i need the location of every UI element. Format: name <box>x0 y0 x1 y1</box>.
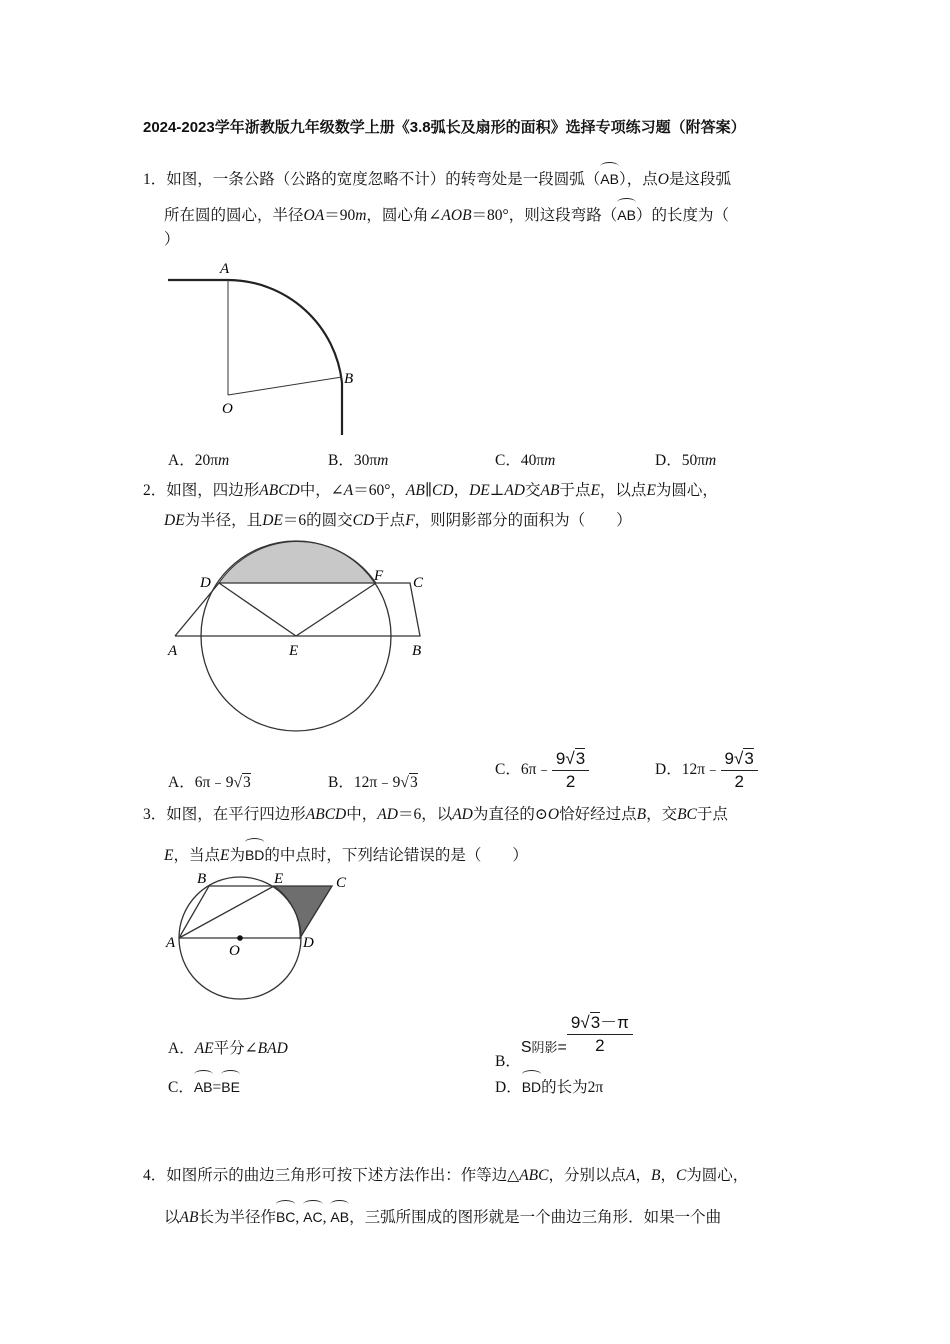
option-value: 12π﹣ <box>681 761 721 779</box>
q3-option-c[interactable] <box>168 1070 240 1099</box>
q1-line-2 <box>164 198 729 227</box>
var-ABCD: ABCD <box>259 482 300 499</box>
label-O: O <box>222 401 233 417</box>
var-AB: AB <box>179 1209 199 1226</box>
var-O: O <box>547 806 560 823</box>
option-unit: m <box>544 452 556 469</box>
q1-text: 所在圆的圆心，半径 <box>164 207 304 224</box>
q2-text: 如图，四边形 <box>166 482 260 499</box>
label-C: C <box>413 575 424 591</box>
q2-text: ， <box>453 482 470 499</box>
separator: , <box>295 1209 300 1226</box>
q2-option-d[interactable] <box>655 748 758 793</box>
q3-text: ，交 <box>646 806 678 823</box>
frac-denominator: 2 <box>595 1036 605 1055</box>
option-value: 6π﹣ <box>520 761 552 779</box>
q2-figure <box>160 535 450 740</box>
var-AB-CD: AB∥CD <box>405 482 454 499</box>
fraction: $\frac{9√3}{2}$ <box>552 748 589 793</box>
frac-minus-pi: －π <box>600 1013 629 1032</box>
var-E: E <box>646 482 656 499</box>
q2-text: ＝60°， <box>353 482 406 499</box>
var-AD: AD <box>452 806 473 823</box>
arc-AC: AC <box>303 1200 322 1228</box>
q3-line-2 <box>164 838 528 867</box>
q2-text: 于点 <box>559 482 591 499</box>
q1-text: ＝80°，则这段弯路（ <box>471 207 618 224</box>
q2-text: ，则阴影部分的面积为（ ） <box>414 512 632 529</box>
equals: = <box>557 1039 567 1057</box>
var-CD: CD <box>352 512 375 529</box>
var-AD: AD <box>377 806 398 823</box>
q1-text: ）的长度为（ <box>635 207 729 224</box>
option-unit: m <box>218 452 230 469</box>
option-unit: m <box>377 452 389 469</box>
equals: = <box>212 1079 222 1096</box>
q1-line-1 <box>143 162 731 191</box>
frac-numerator: 9 <box>724 749 734 768</box>
q4-line-2 <box>164 1200 721 1229</box>
q1-figure <box>160 255 360 440</box>
arc-BD: BD <box>522 1070 541 1098</box>
q2-line-2 <box>164 510 632 532</box>
q4-text: ，三弧所围成的图形就是一个曲边三角形．如果一个曲 <box>349 1209 722 1226</box>
var-B: B <box>636 806 647 823</box>
q2-text: 为圆心， <box>655 482 718 499</box>
label-B: B <box>412 643 422 659</box>
var-E: E <box>164 847 174 864</box>
arc-BC: BC <box>276 1200 295 1228</box>
q3-line-1 <box>143 804 728 826</box>
frac-coefficient: 9 <box>570 1013 581 1032</box>
q1-option-a[interactable] <box>168 450 229 472</box>
label-D: D <box>303 935 314 951</box>
label-A: A <box>168 643 178 659</box>
subscript-shaded: 阴影 <box>531 1040 558 1056</box>
q1-option-c[interactable] <box>495 450 555 472</box>
label-B: B <box>344 371 354 387</box>
frac-numerator: 9 <box>555 749 566 768</box>
var-AB: AB <box>540 482 560 499</box>
q1-text: 如图，一条公路（公路的宽度忽略不计）的转弯处是一段圆弧（ <box>166 171 601 188</box>
fraction: $\frac{9√3-\pi}{2}$ <box>567 1012 633 1057</box>
shaded-segment <box>219 542 376 583</box>
q4-text: 如图所示的曲边三角形可按下述方法作出：作等边△ <box>166 1167 520 1184</box>
label-A: A <box>166 935 176 951</box>
var-OA: OA <box>303 207 325 224</box>
q2-text: 中，∠ <box>299 482 344 499</box>
label-D: D <box>200 575 211 591</box>
symbol-S: S <box>520 1039 532 1057</box>
var-F: F <box>405 512 415 529</box>
separator: ， <box>635 1167 651 1184</box>
q3-figure <box>160 866 360 1006</box>
var-m: m <box>355 207 367 224</box>
var-BC: BC <box>677 806 697 823</box>
q3-option-b[interactable] <box>495 1012 633 1071</box>
q3-option-d[interactable] <box>495 1070 603 1099</box>
var-A: A <box>625 1167 636 1184</box>
var-DE-AD: DE⊥AD <box>469 482 525 499</box>
arc-AB: AB <box>194 1070 213 1098</box>
fraction: $\frac{9√3}{2}$ <box>721 748 758 793</box>
segment-EF <box>296 583 376 636</box>
label-C: C <box>336 875 347 891</box>
option-key: D． <box>655 452 682 469</box>
option-key: D． <box>495 1079 522 1096</box>
label-B: B <box>197 871 207 887</box>
q1-number: 1． <box>143 171 167 188</box>
label-F: F <box>374 568 384 584</box>
q3-text: 中， <box>346 806 378 823</box>
option-key: B． <box>495 1053 521 1071</box>
center-point-O <box>237 935 243 941</box>
option-value: 20π <box>194 452 219 469</box>
label-E: E <box>289 643 299 659</box>
segment-OB <box>228 377 342 395</box>
q4-line-1 <box>143 1165 748 1187</box>
q2-text: 交 <box>524 482 541 499</box>
option-formula-label <box>521 1039 567 1056</box>
arc-BD: BD <box>245 838 264 866</box>
var-A: A <box>343 482 354 499</box>
arc-AB: AB <box>600 162 619 190</box>
q1-text: ），点 <box>618 171 658 188</box>
option-text: 的长为2π <box>541 1079 604 1096</box>
option-radicand: 3 <box>409 774 418 791</box>
option-key: C． <box>495 761 521 779</box>
q3-option-a[interactable] <box>168 1038 288 1060</box>
q3-text: 为 <box>229 847 245 864</box>
q3-text: ＝6，以 <box>397 806 453 823</box>
var-AE: AE <box>194 1040 214 1057</box>
option-key: A． <box>168 1040 195 1057</box>
frac-radicand: 3 <box>575 749 586 768</box>
option-value: 6π﹣9 <box>194 774 234 791</box>
q1-line-3: ） <box>164 231 180 248</box>
q2-number: 2． <box>143 482 167 499</box>
q3-number: 3． <box>143 806 167 823</box>
q1-option-b[interactable] <box>328 450 388 472</box>
frac-radicand: 3 <box>744 749 754 768</box>
var-ABCD: ABCD <box>305 806 347 823</box>
option-value: 40π <box>520 452 545 469</box>
road-arc <box>228 280 342 383</box>
q2-line-1 <box>143 480 718 502</box>
q3-text: 于点 <box>696 806 728 823</box>
arc-BE: BE <box>221 1070 240 1098</box>
document-title: 2024-2023学年浙教版九年级数学上册《3.8弧长及扇形的面积》选择专项练习题（附答案） <box>143 119 746 136</box>
label-E: E <box>274 871 284 887</box>
var-DE: DE <box>262 512 283 529</box>
q2-text: 为半径，且 <box>184 512 263 529</box>
label-O: O <box>229 943 240 959</box>
option-key: D． <box>655 761 682 779</box>
q2-option-a[interactable]: A．6π﹣9√3 <box>168 774 251 791</box>
option-key: C． <box>168 1079 194 1096</box>
var-BAD: BAD <box>257 1040 288 1057</box>
option-key: B． <box>328 452 354 469</box>
var-E: E <box>219 847 230 864</box>
q1-text: ＝90 <box>324 207 356 224</box>
q1-option-d[interactable] <box>655 450 716 472</box>
option-value: 50π <box>681 452 706 469</box>
arc-AB: AB <box>617 198 636 226</box>
q3-text: 的中点时，下列结论错误的是（ ） <box>264 847 528 864</box>
q3-text: 如图，在平行四边形 <box>166 806 306 823</box>
option-unit: m <box>705 452 717 469</box>
q4-text: 以 <box>164 1209 180 1226</box>
option-value: 12π﹣9 <box>353 774 401 791</box>
option-key: B． <box>328 774 354 791</box>
label-A: A <box>220 261 230 277</box>
q2-option-c[interactable] <box>495 748 589 793</box>
frac-denominator: 2 <box>734 772 744 791</box>
separator: , <box>322 1209 327 1226</box>
var-ABC: ABC <box>519 1167 549 1184</box>
quad-ABCD <box>175 583 420 636</box>
separator: ， <box>660 1167 676 1184</box>
var-AOB: AOB <box>441 207 472 224</box>
var-O: O <box>657 171 669 188</box>
q4-text: ，分别以点 <box>548 1167 626 1184</box>
q2-option-b[interactable]: B．12π﹣9√3 <box>328 774 418 791</box>
var-B: B <box>650 1167 661 1184</box>
arc-AB: AB <box>330 1200 349 1228</box>
option-radicand: 3 <box>243 774 251 791</box>
segment-DE <box>219 583 296 636</box>
q2-text: 于点 <box>374 512 406 529</box>
var-E: E <box>590 482 600 499</box>
q2-text: ＝6的圆交 <box>282 512 353 529</box>
option-key: A． <box>168 774 195 791</box>
var-C: C <box>675 1167 687 1184</box>
frac-radicand: 3 <box>590 1013 601 1032</box>
q3-text: 恰好经过点 <box>559 806 637 823</box>
q4-text: 长为半径作 <box>198 1209 276 1226</box>
q3-text: ，当点 <box>173 847 220 864</box>
q4-number: 4． <box>143 1167 167 1184</box>
q2-text: ，以点 <box>599 482 647 499</box>
q1-text: ，圆心角∠ <box>366 207 442 224</box>
q4-text: 为圆心， <box>686 1167 749 1184</box>
option-value: 30π <box>353 452 378 469</box>
q1-text: 是这段弧 <box>668 171 731 188</box>
q3-text: 为直径的⊙ <box>472 806 548 823</box>
frac-denominator: 2 <box>565 772 576 791</box>
option-key: A． <box>168 452 195 469</box>
var-DE: DE <box>164 512 185 529</box>
option-key: C． <box>495 452 521 469</box>
option-text: 平分∠ <box>213 1040 258 1057</box>
